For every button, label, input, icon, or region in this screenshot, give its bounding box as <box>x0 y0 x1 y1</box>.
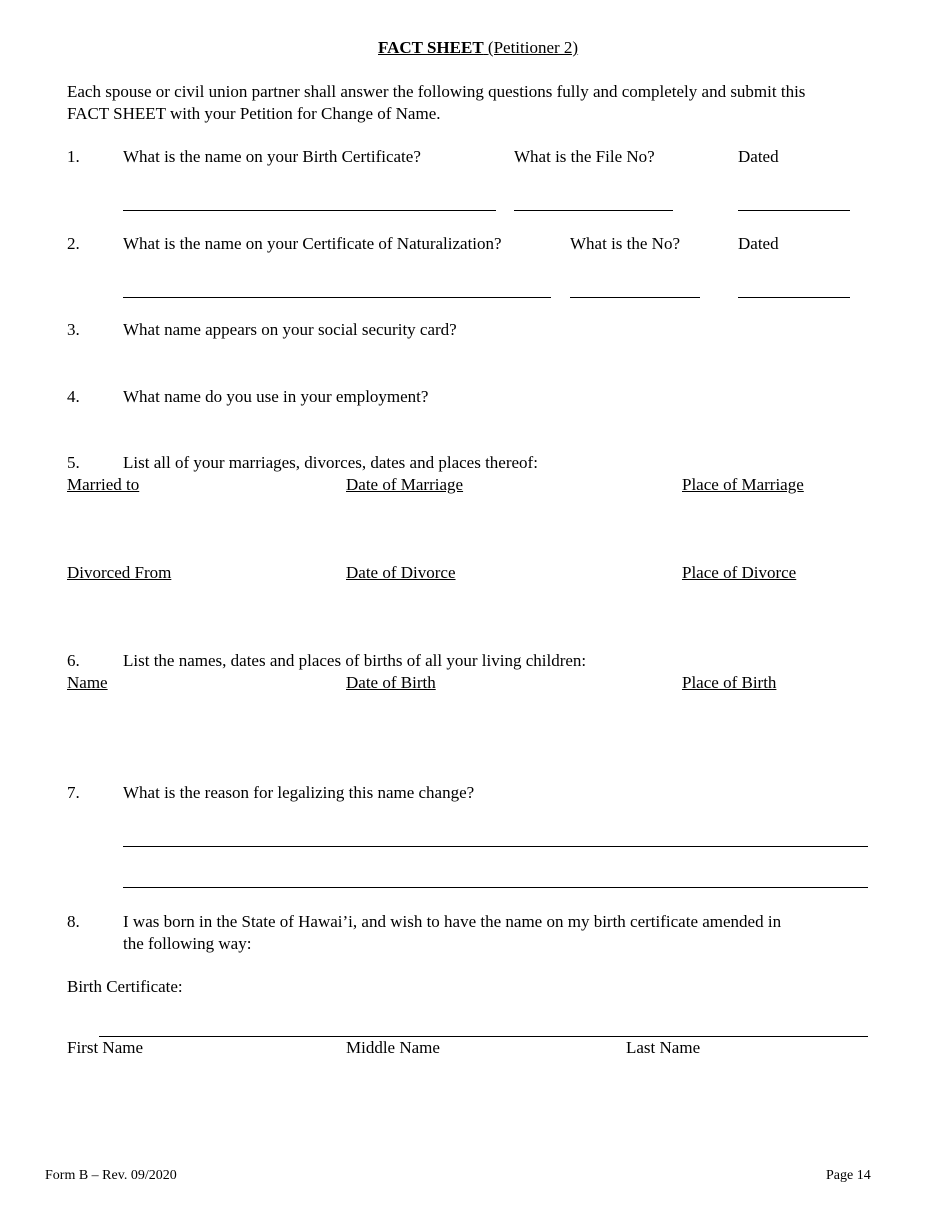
q7-number: 7. <box>67 783 80 802</box>
q2-dated-line[interactable] <box>738 297 850 298</box>
footer-form-rev: Form B – Rev. 09/2020 <box>45 1168 177 1183</box>
q6-place-of-birth-header: Place of Birth <box>682 673 777 692</box>
q6-name-header: Name <box>67 673 108 692</box>
q1-name-line[interactable] <box>123 210 496 211</box>
q6-date-of-birth-header: Date of Birth <box>346 673 436 692</box>
q5-place-of-marriage-header: Place of Marriage <box>682 475 804 494</box>
q2-no-line[interactable] <box>570 297 700 298</box>
q8-first-name-label: First Name <box>67 1038 144 1057</box>
q2-no-label: What is the No? <box>570 234 680 253</box>
q8-name-line[interactable] <box>99 1036 868 1037</box>
q2-question: What is the name on your Certificate of Naturalization? <box>123 234 502 253</box>
q5-date-of-marriage-header: Date of Marriage <box>346 475 464 494</box>
q5-date-of-divorce-header: Date of Divorce <box>346 563 456 582</box>
q2-name-line[interactable] <box>123 297 551 298</box>
q4-question: What name do you use in your employment? <box>123 387 429 406</box>
q6-number: 6. <box>67 651 80 670</box>
q3-question: What name appears on your social security card? <box>123 320 457 339</box>
q1-dated-line[interactable] <box>738 210 850 211</box>
q5-divorced-from-header: Divorced From <box>67 563 172 582</box>
q5-number: 5. <box>67 453 80 472</box>
intro-line-1: Each spouse or civil union partner shall answer the following questions fully and completely and submit this <box>67 82 806 101</box>
q7-question: What is the reason for legalizing this name change? <box>123 783 475 802</box>
q1-file-no-label: What is the File No? <box>514 147 655 166</box>
q1-number: 1. <box>67 147 80 166</box>
q8-number: 8. <box>67 912 80 931</box>
page-title-sub: (Petitioner 2) <box>487 38 579 57</box>
intro-line-2: FACT SHEET with your Petition for Change of Name. <box>67 104 441 123</box>
q1-dated-label: Dated <box>738 147 779 166</box>
q2-number: 2. <box>67 234 80 253</box>
q2-dated-label: Dated <box>738 234 779 253</box>
q7-reason-line-1[interactable] <box>123 846 868 847</box>
q5-married-to-header: Married to <box>67 475 140 494</box>
q6-question: List the names, dates and places of births of all your living children: <box>123 651 587 670</box>
q8-text-line-1: I was born in the State of Hawai’i, and wish to have the name on my birth certificate amended in <box>123 912 782 931</box>
q3-number: 3. <box>67 320 80 339</box>
q8-birth-certificate-label: Birth Certificate: <box>67 977 183 996</box>
q5-question: List all of your marriages, divorces, dates and places thereof: <box>123 453 538 472</box>
page-title-main: FACT SHEET <box>378 38 484 57</box>
q7-reason-line-2[interactable] <box>123 887 868 888</box>
q8-text-line-2: the following way: <box>123 934 252 953</box>
q1-file-no-line[interactable] <box>514 210 673 211</box>
footer-page-number: Page 14 <box>826 1168 871 1183</box>
q8-last-name-label: Last Name <box>626 1038 701 1057</box>
q5-place-of-divorce-header: Place of Divorce <box>682 563 797 582</box>
q1-question: What is the name on your Birth Certificate? <box>123 147 421 166</box>
page-title <box>378 37 578 59</box>
q4-number: 4. <box>67 387 80 406</box>
q8-middle-name-label: Middle Name <box>346 1038 440 1057</box>
